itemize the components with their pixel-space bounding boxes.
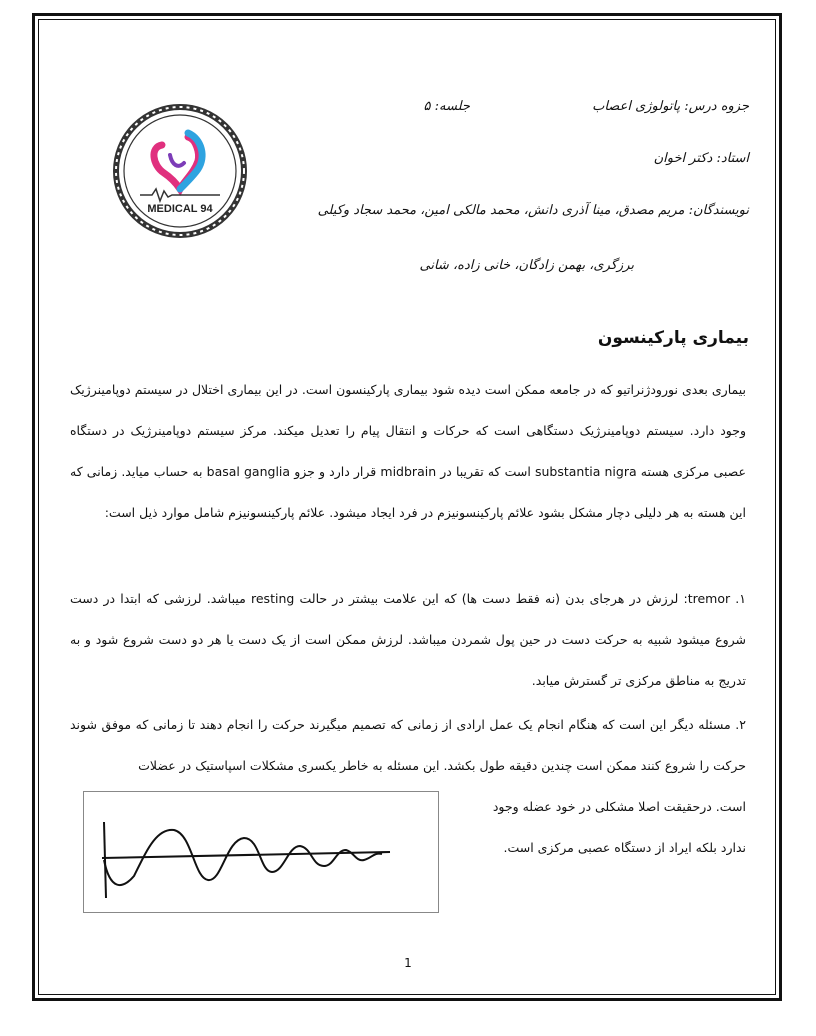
teacher-line: استاد: دکتر اخوان (653, 151, 749, 166)
term-resting: resting (251, 591, 295, 606)
term-basal-ganglia: basal ganglia (206, 464, 291, 479)
list-item-movement-delay-continued: است. درحقیقت اصلا مشکلی در خود عضله وجود ندارد بلکه ایراد از دستگاه عصبی مرکزی است. (492, 799, 746, 855)
svg-text:MEDICAL 94: MEDICAL 94 (147, 203, 213, 215)
authors-line-1: نویسندگان: مریم مصدق، مینا آذری دانش، محمد مالکی امین، محمد سجاد وکیلی (317, 203, 749, 218)
page-number: 1 (404, 956, 412, 970)
section-title: بیماری پارکینسون (597, 328, 749, 348)
medical-94-logo (112, 103, 248, 239)
waveform-drawing (84, 792, 440, 914)
course-line (424, 99, 749, 114)
term-midbrain: midbrain (380, 464, 437, 479)
list-item-tremor: ۱. tremor: لرزش در هرجای بدن (نه فقط دست ها) که این علامت بیشتر در حالت resting میباشد. لرزشی که ابتدا در دست شروع میشود شبیه به حرکت دست در حین پول شمردن میباشد. لرزش ممکن است از یک دست یا هر دو دست شروع شود و به تدریج به مناطق مرکزی تر گسترش میابد. (70, 591, 746, 688)
intro-paragraph: بیماری بعدی نورودژنراتیو که در جامعه ممکن است دیده شود بیماری پارکینسون است. در این بیماری اختلال در سیستم دوپامینرژیک وجود دارد. سیستم دوپامینرژیک دستگاهی است که حرکات و انتقال پیام را تعدیل میکند. مرکز سیستم دوپامینرژیک در دستگاه عصبی مرکزی هسته substantia nigra است که تقریبا در midbrain قرار دارد و جزو basal ganglia به حساب میاید. زمانی که این هسته به هر دلیلی دچار مشکل بشود علائم پارکینسونیزم در فرد ایجاد میشود. علائم پارکینسونیزم شامل موارد ذیل است: (70, 382, 746, 520)
course-name: جزوه درس: پاتولوژی اعصاب (592, 99, 749, 114)
list-item-movement-delay: ۲. مسئله دیگر این است که هنگام انجام یک عمل ارادی از زمانی که تصمیم میگیرند حرکت را انجام دهند تا زمانی که موفق شوند حرکت را شروع کنند ممکن است چندین دقیقه طول بکشد. این مسئله به خاطر یکسری مشکلات اسپاستیک در عضلات (70, 717, 746, 773)
tremor-waveform-figure (83, 791, 439, 913)
term-substantia-nigra: substantia nigra (534, 464, 637, 479)
term-tremor: tremor (687, 591, 731, 606)
authors-line-2: برزگری، بهمن زادگان، خانی زاده، شانی (419, 258, 634, 273)
list-number: ۱. (735, 591, 746, 606)
session-number: جلسه: ۵ (423, 99, 470, 114)
